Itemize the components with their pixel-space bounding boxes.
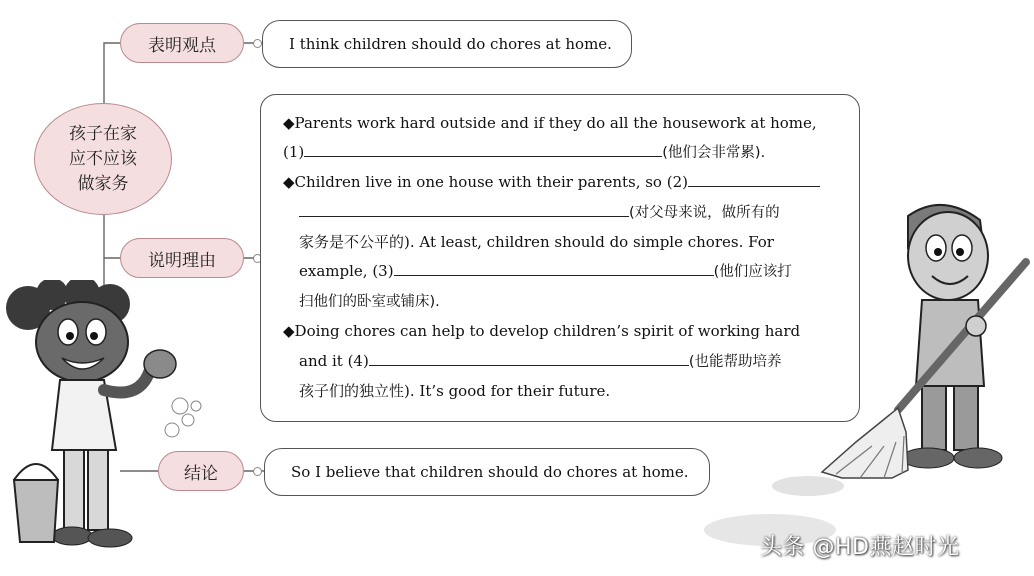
reasons-label: 说明理由 bbox=[120, 238, 244, 278]
connector-dot bbox=[253, 467, 262, 476]
reason-1: ◆Parents work hard outside and if they do all the housework at home, bbox=[283, 114, 817, 132]
answer-blank-2b[interactable] bbox=[299, 200, 629, 217]
bullet-icon: ◆ bbox=[283, 173, 295, 192]
girl-illustration bbox=[0, 280, 210, 570]
answer-blank-1[interactable] bbox=[304, 140, 662, 157]
conclusion-box bbox=[264, 448, 710, 496]
answer-blank-4[interactable] bbox=[369, 349, 689, 366]
hint-text: (他们应该打 bbox=[713, 264, 792, 281]
bullet-icon: ◆ bbox=[283, 114, 295, 132]
opinion-label: 表明观点 bbox=[120, 23, 244, 63]
center-topic-line-3: 做家务 bbox=[77, 173, 129, 194]
center-topic-node bbox=[34, 103, 172, 215]
reason-2: ◆Children live in one house with their parents, so (2) bbox=[283, 168, 829, 197]
hint-text: (他们会非常累). bbox=[662, 145, 766, 162]
conclusion-label: 结论 bbox=[158, 451, 244, 491]
hint-text: (也能帮助培养 bbox=[688, 353, 782, 370]
reasons-box: ◆Parents work hard outside and if they do all the housework at home, (1) (他们会非常累). ◆Children live in one house with their parents, so (2) (对父母来说，做所有的 家务是不公平的). At least, children should do simple chores. For example, (3) (他们应该打 扫他们的卧室或铺床). ◆Doing chores can help to develop children’s spirit of working hard and it (4) (也能帮助培养 孩子们的独立性). It’s good for their future. bbox=[260, 94, 860, 422]
center-topic-line-2: 应不应该 bbox=[69, 148, 137, 169]
hint-text: (对父母来说，做所有的 bbox=[629, 204, 780, 221]
reason-3: ◆Doing chores can help to develop children’s spirit of working hard bbox=[283, 322, 801, 341]
bullet-icon: ◆ bbox=[283, 322, 295, 341]
connector-dot bbox=[253, 39, 262, 48]
answer-blank-3[interactable] bbox=[394, 259, 714, 276]
opinion-box bbox=[262, 20, 632, 68]
center-topic-line-1: 孩子在家 bbox=[69, 123, 137, 144]
answer-blank-2a[interactable] bbox=[688, 170, 820, 187]
conclusion-text: So I believe that children should do chores at home. bbox=[291, 463, 689, 481]
watermark-text: 头条 @HD燕赵时光 bbox=[760, 535, 960, 560]
opinion-text: I think children should do chores at home. bbox=[289, 35, 612, 53]
blank-number: (1) bbox=[283, 143, 305, 162]
